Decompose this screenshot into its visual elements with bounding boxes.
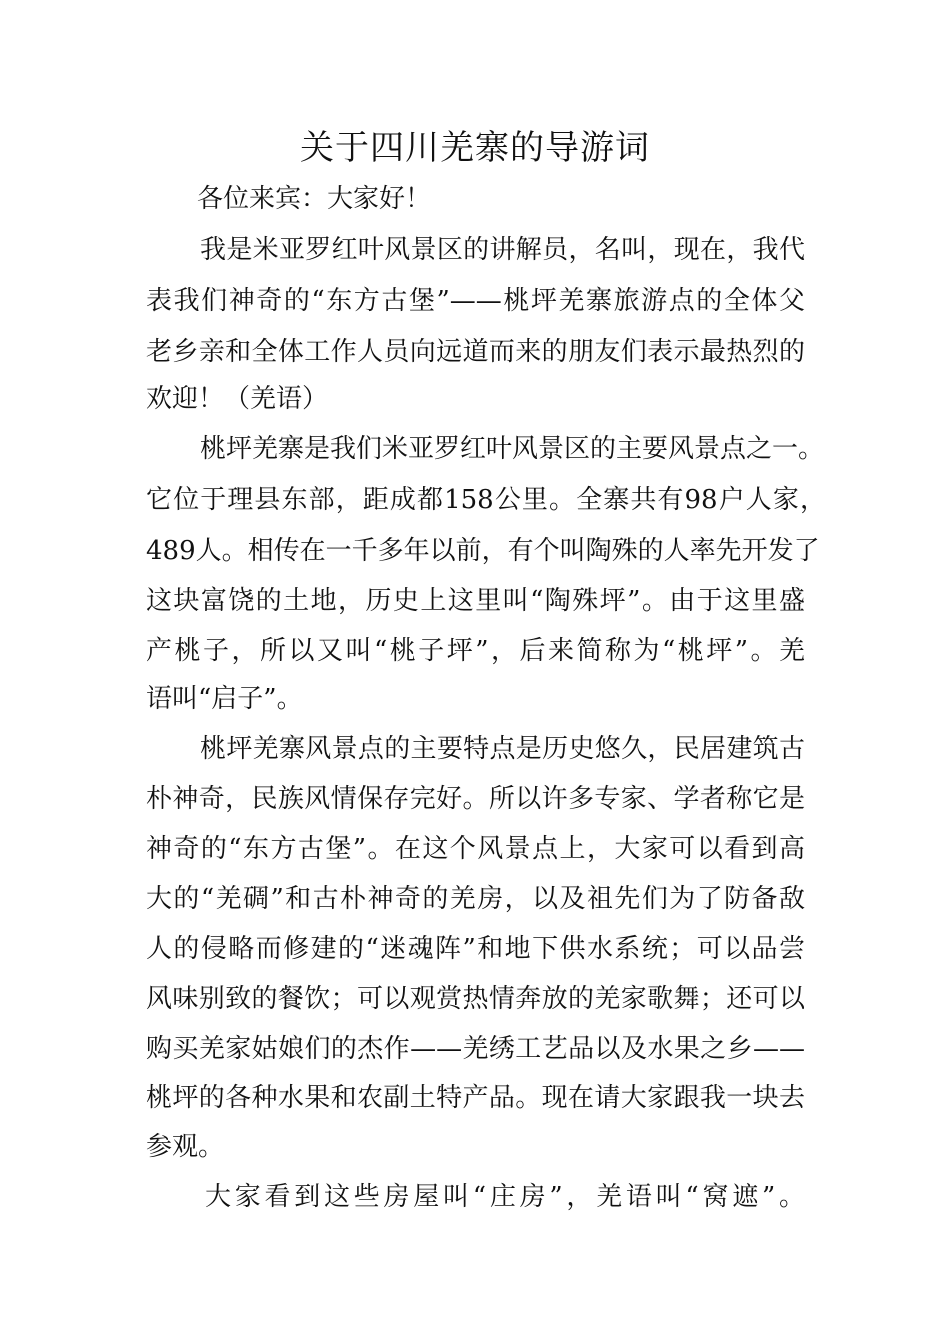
- text-line: 朴神奇，民族风情保存完好。所以许多专家、学者称它是: [146, 784, 805, 814]
- text-line: 大的“羌碉”和古朴神奇的羌房，以及祖先们为了防备敌: [146, 884, 805, 914]
- greeting-line: 各位来宾：大家好！: [197, 184, 432, 214]
- text-line: 大家看到这些房屋叫“庄房”，羌语叫“窝遮”。: [205, 1182, 805, 1212]
- text-line: 我是米亚罗红叶风景区的讲解员，名叫，现在，我代: [200, 235, 805, 265]
- text-line: 语叫“启子”。: [146, 684, 303, 714]
- text-line: 489人。相传在一千多年以前，有个叫陶殊的人率先开发了: [146, 536, 820, 566]
- text-line: 表我们神奇的“东方古堡”——桃坪羌寨旅游点的全体父: [146, 286, 805, 316]
- text-line: 它位于理县东部，距成都158公里。全寨共有98户人家，: [146, 485, 826, 515]
- text-line: 产桃子，所以又叫“桃子坪”，后来简称为“桃坪”。羌: [146, 636, 805, 666]
- text-line: 桃坪羌寨是我们米亚罗红叶风景区的主要风景点之一。: [200, 434, 825, 464]
- text-line: 参观。: [146, 1132, 225, 1162]
- text-line: 桃坪的各种水果和农副土特产品。现在请大家跟我一块去: [146, 1083, 805, 1113]
- text-line: 欢迎！（羌语）: [146, 384, 329, 414]
- text-line: 购买羌家姑娘们的杰作——羌绣工艺品以及水果之乡——: [146, 1034, 805, 1064]
- text-line: 人的侵略而修建的“迷魂阵”和地下供水系统；可以品尝: [146, 934, 805, 964]
- text-line: 这块富饶的土地，历史上这里叫“陶殊坪”。由于这里盛: [146, 586, 805, 616]
- text-line: 风味别致的餐饮；可以观赏热情奔放的羌家歌舞；还可以: [146, 984, 805, 1014]
- text-line: 神奇的“东方古堡”。在这个风景点上，大家可以看到高: [146, 834, 805, 864]
- text-line: 老乡亲和全体工作人员向远道而来的朋友们表示最热烈的: [146, 337, 805, 367]
- text-line: 桃坪羌寨风景点的主要特点是历史悠久，民居建筑古: [200, 734, 805, 764]
- document-title: 关于四川羌寨的导游词: [300, 128, 650, 168]
